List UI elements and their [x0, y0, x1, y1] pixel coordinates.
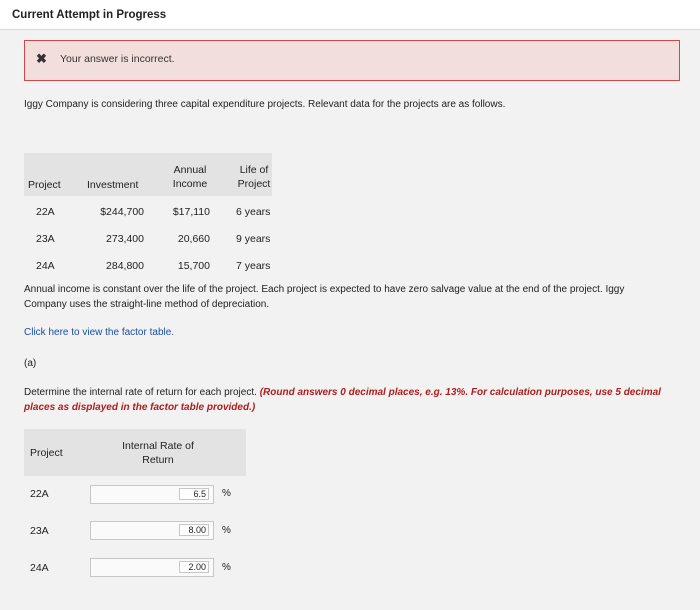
title-bar: [0, 0, 700, 30]
cell-income: $17,110: [172, 206, 210, 218]
cell-income: 15,700: [177, 260, 210, 272]
cell-income: 20,660: [177, 233, 210, 245]
part-label: (a): [24, 358, 37, 369]
irr-project: 22A: [30, 488, 49, 500]
col-investment: Investment: [87, 179, 139, 191]
feedback-banner: [24, 40, 680, 81]
irr-input-23a[interactable]: [179, 524, 209, 536]
percent-sign: %: [222, 562, 231, 573]
cell-investment: $244,700: [100, 206, 144, 218]
irr-field-wrapper: [90, 521, 214, 540]
col-project: Project: [28, 179, 61, 191]
irr-project: 24A: [30, 562, 49, 574]
problem-note: Annual income is constant over the life of the project. Each project is expected to have zero salvage value at the end of the project. Iggy Company uses the straight-line method of depreciation.: [24, 284, 625, 310]
part-instruction: Determine the internal rate of return for each project. (Round answers 0 decimal places, e.g. 13%. For calculation purposes, use 5 decimal places as displayed in the factor table provided.): [24, 387, 661, 413]
cell-investment: 273,400: [106, 233, 144, 245]
irr-field-wrapper: [90, 485, 214, 504]
col-life: Life of Project: [237, 164, 271, 190]
question-content: [0, 30, 700, 610]
page-title: Current Attempt in Progress: [12, 9, 167, 21]
percent-sign: %: [222, 488, 231, 499]
cell-life: 6 years: [236, 206, 271, 218]
x-icon: ✖: [36, 51, 47, 66]
problem-intro: Iggy Company is considering three capital expenditure projects. Relevant data for the projects are as follows.: [24, 99, 506, 110]
factor-table-link[interactable]: Click here to view the factor table.: [24, 327, 175, 338]
irr-field-wrapper: [90, 558, 214, 577]
cell-project: 23A: [36, 233, 55, 245]
col-annual-income: Annual Income: [172, 164, 208, 190]
cell-investment: 284,800: [106, 260, 144, 272]
cell-project: 24A: [36, 260, 55, 272]
irr-input-22a[interactable]: [179, 488, 209, 500]
feedback-message: Your answer is incorrect.: [60, 53, 175, 65]
irr-input-24a[interactable]: [179, 561, 209, 573]
col-project: Project: [30, 447, 63, 459]
percent-sign: %: [222, 525, 231, 536]
cell-life: 9 years: [236, 233, 271, 245]
cell-life: 7 years: [236, 260, 271, 272]
irr-project: 23A: [30, 525, 49, 537]
col-irr: Internal Rate of Return: [122, 440, 194, 466]
cell-project: 22A: [36, 206, 55, 218]
